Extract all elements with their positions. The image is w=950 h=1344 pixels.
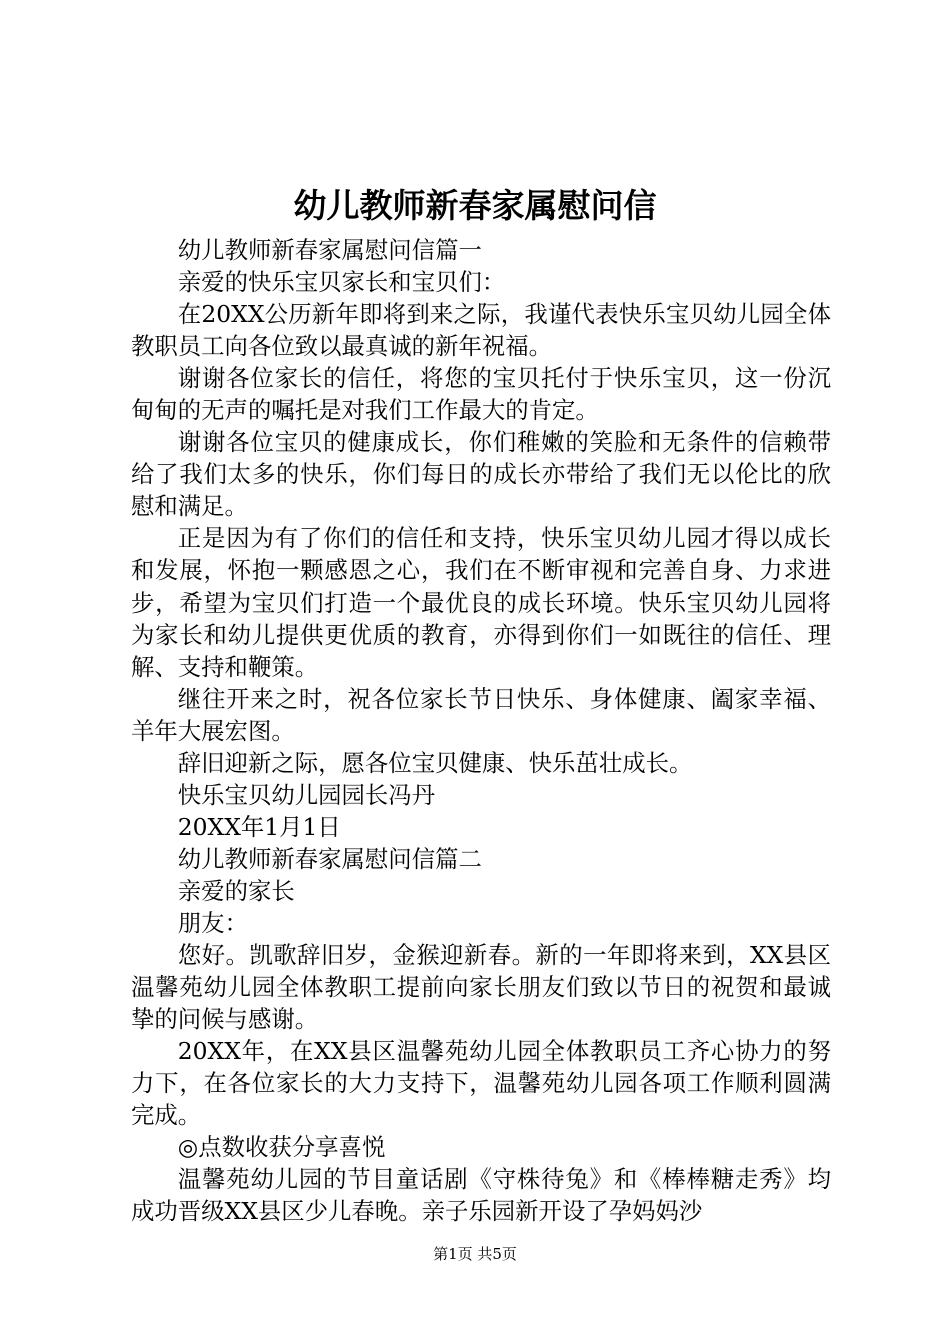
paragraph: 幼儿教师新春家属慰问信篇二 (177, 844, 482, 873)
paragraph: 朋友： (177, 908, 248, 937)
document-body (131, 234, 831, 1227)
document-title: 幼儿教师新春家属慰问信 (293, 186, 657, 225)
paragraph: 20XX年，在XX县区温馨苑幼儿园全体教职员工齐心协力的努力下，在各位家长的大力支持下，温馨苑幼儿园各项工作顺利圆满完成。 (131, 1037, 831, 1130)
paragraph: 谢谢各位家长的信任，将您的宝贝托付于快乐宝贝，这一份沉甸甸的无声的嘱托是对我们工作最大的肯定。 (131, 364, 831, 425)
paragraph: 亲爱的家长 (177, 876, 295, 905)
paragraph: 20XX年1月1日 (177, 812, 341, 841)
paragraph: 亲爱的快乐宝贝家长和宝贝们： (177, 268, 506, 297)
paragraph: 在20XX公历新年即将到来之际，我谨代表快乐宝贝幼儿园全体教职员工向各位致以最真诚的新年祝福。 (131, 300, 831, 361)
paragraph: 您好。凯歌辞旧岁，金猴迎新春。新的一年即将来到，XX县区温馨苑幼儿园全体教职工提前向家长朋友们致以节日的祝贺和最诚挚的问候与感谢。 (131, 941, 831, 1034)
paragraph: 正是因为有了你们的信任和支持，快乐宝贝幼儿园才得以成长和发展，怀抱一颗感恩之心，我们在不断审视和完善自身、力求进步，希望为宝贝们打造一个最优良的成长环境。快乐宝贝幼儿园将为家长和幼儿提供更优质的教育，亦得到你们一如既往的信任、理解、支持和鞭策。 (131, 524, 831, 681)
paragraph: 温馨苑幼儿园的节目童话剧《守株待兔》和《棒棒糖走秀》均成功晋级XX县区少儿春晚。亲子乐园新开设了孕妈妈沙 (131, 1165, 831, 1226)
paragraph: 辞旧迎新之际，愿各位宝贝健康、快乐茁壮成长。 (177, 748, 693, 777)
paragraph: 快乐宝贝幼儿园园长冯丹 (177, 780, 436, 809)
paragraph: ◎点数收获分享喜悦 (177, 1133, 386, 1162)
paragraph: 继往开来之时，祝各位家长节日快乐、身体健康、阖家幸福、羊年大展宏图。 (131, 684, 831, 745)
page-footer: 第1页 共5页 (433, 1245, 517, 1263)
paragraph: 幼儿教师新春家属慰问信篇一 (177, 236, 482, 264)
paragraph: 谢谢各位宝贝的健康成长，你们稚嫩的笑脸和无条件的信赖带给了我们太多的快乐，你们每日的成长亦带给了我们无以伦比的欣慰和满足。 (131, 428, 831, 521)
